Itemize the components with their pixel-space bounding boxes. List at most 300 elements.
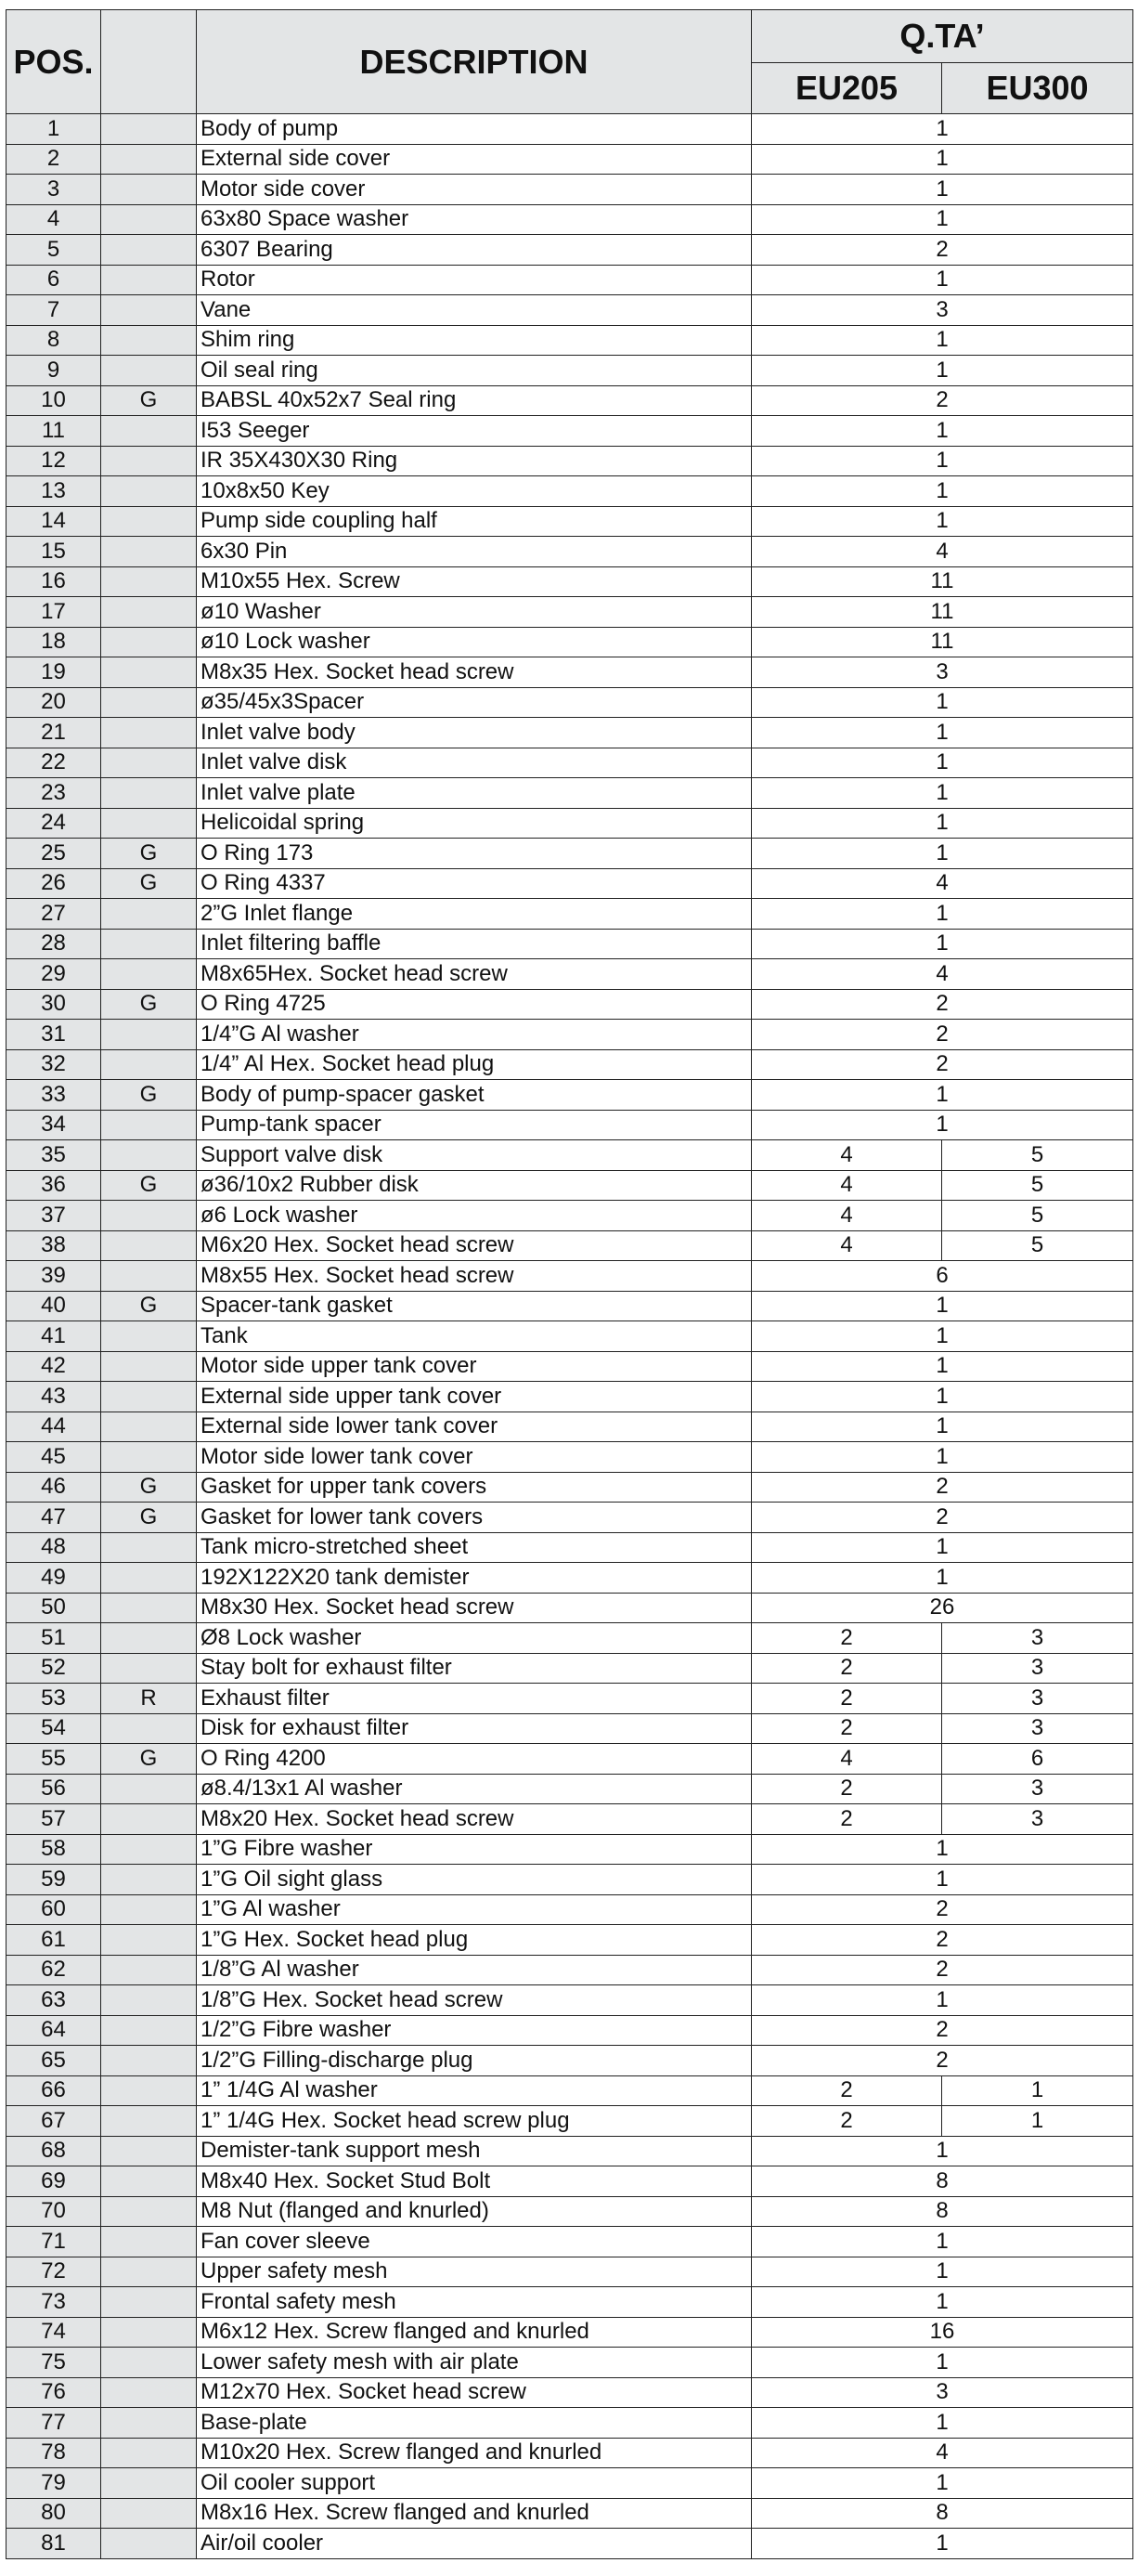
table-row — [6, 597, 1133, 628]
position-cell: 43 — [6, 1382, 101, 1412]
description-cell: Vane — [197, 295, 752, 326]
quantity-cell: 1 — [752, 1080, 1133, 1111]
table-row — [6, 2075, 1133, 2106]
description-cell: ø10 Lock washer — [197, 627, 752, 657]
position-cell: 80 — [6, 2498, 101, 2529]
position-cell: 42 — [6, 1351, 101, 1382]
description-cell: M8 Nut (flanged and knurled) — [197, 2196, 752, 2227]
code-cell: G — [101, 1080, 197, 1111]
table-row — [6, 899, 1133, 930]
description-cell: M8x40 Hex. Socket Stud Bolt — [197, 2166, 752, 2197]
quantity-eu300-cell: 3 — [942, 1713, 1133, 1744]
table-row — [6, 959, 1133, 990]
quantity-cell: 2 — [752, 235, 1133, 266]
description-cell: Support valve disk — [197, 1140, 752, 1171]
table-row — [6, 1804, 1133, 1835]
code-cell — [101, 1804, 197, 1835]
code-cell — [101, 2136, 197, 2166]
table-row — [6, 1865, 1133, 1895]
position-cell: 64 — [6, 2015, 101, 2046]
code-cell: G — [101, 1291, 197, 1321]
position-cell: 1 — [6, 114, 101, 145]
table-row — [6, 1985, 1133, 2016]
quantity-cell: 26 — [752, 1593, 1133, 1623]
quantity-cell: 2 — [752, 2046, 1133, 2076]
position-cell: 49 — [6, 1563, 101, 1594]
code-cell — [101, 356, 197, 386]
quantity-eu300-cell: 5 — [942, 1230, 1133, 1261]
table-row — [6, 1563, 1133, 1594]
description-cell: O Ring 4725 — [197, 989, 752, 1020]
table-row — [6, 1321, 1133, 1352]
description-cell: Base-plate — [197, 2408, 752, 2439]
position-cell: 73 — [6, 2287, 101, 2318]
quantity-eu300-cell: 1 — [942, 2075, 1133, 2106]
position-cell: 17 — [6, 597, 101, 628]
position-cell: 7 — [6, 295, 101, 326]
description-cell: M10x20 Hex. Screw flanged and knurled — [197, 2438, 752, 2468]
position-cell: 63 — [6, 1985, 101, 2016]
pos-header: POS. — [6, 10, 101, 114]
code-cell — [101, 959, 197, 990]
quantity-cell: 4 — [752, 537, 1133, 567]
quantity-cell: 1 — [752, 2227, 1133, 2257]
quantity-eu205-cell: 4 — [752, 1744, 942, 1775]
parts-list — [6, 9, 1133, 2559]
quantity-cell: 1 — [752, 175, 1133, 205]
table-row — [6, 2257, 1133, 2287]
code-cell — [101, 204, 197, 235]
code-cell — [101, 1321, 197, 1352]
code-cell: G — [101, 839, 197, 869]
position-cell: 77 — [6, 2408, 101, 2439]
position-cell: 40 — [6, 1291, 101, 1321]
position-cell: 3 — [6, 175, 101, 205]
table-row — [6, 1351, 1133, 1382]
table-row — [6, 778, 1133, 809]
quantity-cell: 1 — [752, 2408, 1133, 2439]
code-cell — [101, 144, 197, 175]
quantity-eu205-cell: 2 — [752, 2106, 942, 2137]
position-cell: 19 — [6, 657, 101, 688]
position-cell: 29 — [6, 959, 101, 990]
description-cell: Inlet filtering baffle — [197, 929, 752, 959]
description-cell: 1/8”G Al washer — [197, 1955, 752, 1985]
code-cell — [101, 2408, 197, 2439]
description-cell: M8x30 Hex. Socket head screw — [197, 1593, 752, 1623]
table-row — [6, 506, 1133, 537]
code-cell — [101, 566, 197, 597]
position-cell: 48 — [6, 1532, 101, 1563]
position-cell: 9 — [6, 356, 101, 386]
quantity-cell: 1 — [752, 1110, 1133, 1140]
quantity-cell: 2 — [752, 1925, 1133, 1956]
position-cell: 35 — [6, 1140, 101, 1171]
position-cell: 54 — [6, 1713, 101, 1744]
position-cell: 16 — [6, 566, 101, 597]
table-row — [6, 808, 1133, 839]
description-cell: Tank — [197, 1321, 752, 1352]
quantity-eu205-cell: 4 — [752, 1170, 942, 1201]
code-cell — [101, 2257, 197, 2287]
position-cell: 76 — [6, 2377, 101, 2408]
description-cell: M8x55 Hex. Socket head screw — [197, 1261, 752, 1292]
description-cell: Motor side cover — [197, 175, 752, 205]
description-cell: ø10 Washer — [197, 597, 752, 628]
table-row — [6, 1049, 1133, 1080]
code-cell: G — [101, 1503, 197, 1533]
quantity-cell: 4 — [752, 868, 1133, 899]
code-cell — [101, 1140, 197, 1171]
position-cell: 26 — [6, 868, 101, 899]
quantity-cell: 1 — [752, 265, 1133, 295]
description-cell: IR 35X430X30 Ring — [197, 446, 752, 476]
code-cell — [101, 1865, 197, 1895]
description-cell: O Ring 4200 — [197, 1744, 752, 1775]
quantity-cell: 1 — [752, 2529, 1133, 2559]
description-cell: 6x30 Pin — [197, 537, 752, 567]
position-cell: 22 — [6, 748, 101, 778]
code-cell — [101, 657, 197, 688]
description-cell: Rotor — [197, 265, 752, 295]
table-row — [6, 1955, 1133, 1985]
position-cell: 68 — [6, 2136, 101, 2166]
code-cell — [101, 2377, 197, 2408]
description-cell: Pump side coupling half — [197, 506, 752, 537]
description-cell: 2”G Inlet flange — [197, 899, 752, 930]
table-row — [6, 2317, 1133, 2348]
position-cell: 81 — [6, 2529, 101, 2559]
position-cell: 32 — [6, 1049, 101, 1080]
description-cell: Stay bolt for exhaust filter — [197, 1653, 752, 1684]
description-cell: Inlet valve disk — [197, 748, 752, 778]
position-cell: 65 — [6, 2046, 101, 2076]
position-cell: 15 — [6, 537, 101, 567]
code-cell — [101, 114, 197, 145]
quantity-cell: 1 — [752, 748, 1133, 778]
code-cell — [101, 1110, 197, 1140]
table-row — [6, 2196, 1133, 2227]
quantity-cell: 1 — [752, 114, 1133, 145]
table-row — [6, 868, 1133, 899]
description-cell: Air/oil cooler — [197, 2529, 752, 2559]
table-row — [6, 1925, 1133, 1956]
table-row — [6, 929, 1133, 959]
code-header — [101, 10, 197, 114]
position-cell: 78 — [6, 2438, 101, 2468]
table-row — [6, 2166, 1133, 2197]
description-cell: M8x20 Hex. Socket head screw — [197, 1804, 752, 1835]
position-cell: 2 — [6, 144, 101, 175]
table-row — [6, 989, 1133, 1020]
quantity-cell: 1 — [752, 356, 1133, 386]
description-header: DESCRIPTION — [197, 10, 752, 114]
code-cell — [101, 1774, 197, 1804]
description-cell: O Ring 173 — [197, 839, 752, 869]
code-cell: G — [101, 1472, 197, 1503]
code-cell — [101, 1985, 197, 2016]
position-cell: 6 — [6, 265, 101, 295]
code-cell — [101, 1532, 197, 1563]
description-cell: Fan cover sleeve — [197, 2227, 752, 2257]
description-cell: 1”G Hex. Socket head plug — [197, 1925, 752, 1956]
quantity-cell: 1 — [752, 2468, 1133, 2499]
code-cell — [101, 778, 197, 809]
table-row — [6, 1261, 1133, 1292]
position-cell: 8 — [6, 325, 101, 356]
position-cell: 52 — [6, 1653, 101, 1684]
table-row — [6, 2136, 1133, 2166]
quantity-cell: 1 — [752, 839, 1133, 869]
quantity-eu300-cell: 3 — [942, 1774, 1133, 1804]
position-cell: 59 — [6, 1865, 101, 1895]
table-row — [6, 627, 1133, 657]
description-cell: ø8.4/13x1 Al washer — [197, 1774, 752, 1804]
quantity-cell: 1 — [752, 687, 1133, 718]
code-cell — [101, 1261, 197, 1292]
table-row — [6, 2015, 1133, 2046]
table-row — [6, 2529, 1133, 2559]
table-row — [6, 657, 1133, 688]
quantity-cell: 11 — [752, 566, 1133, 597]
quantity-cell: 1 — [752, 718, 1133, 748]
description-cell: Pump-tank spacer — [197, 1110, 752, 1140]
table-row — [6, 537, 1133, 567]
quantity-cell: 2 — [752, 1472, 1133, 1503]
code-cell — [101, 1351, 197, 1382]
code-cell — [101, 687, 197, 718]
table-row — [6, 1532, 1133, 1563]
quantity-cell: 1 — [752, 2136, 1133, 2166]
quantity-cell: 1 — [752, 1412, 1133, 1442]
table-row — [6, 1080, 1133, 1111]
quantity-header: Q.TA’ — [752, 10, 1133, 63]
position-cell: 37 — [6, 1201, 101, 1231]
position-cell: 30 — [6, 989, 101, 1020]
code-cell — [101, 2227, 197, 2257]
description-cell: I53 Seeger — [197, 416, 752, 447]
quantity-cell: 1 — [752, 144, 1133, 175]
code-cell — [101, 1230, 197, 1261]
position-cell: 27 — [6, 899, 101, 930]
quantity-eu300-cell: 3 — [942, 1653, 1133, 1684]
position-cell: 23 — [6, 778, 101, 809]
description-cell: Disk for exhaust filter — [197, 1713, 752, 1744]
quantity-cell: 2 — [752, 2015, 1133, 2046]
quantity-cell: 1 — [752, 899, 1133, 930]
position-cell: 61 — [6, 1925, 101, 1956]
quantity-cell: 2 — [752, 1049, 1133, 1080]
code-cell — [101, 1834, 197, 1865]
code-cell — [101, 175, 197, 205]
quantity-eu205-cell: 2 — [752, 1804, 942, 1835]
position-cell: 72 — [6, 2257, 101, 2287]
position-cell: 55 — [6, 1744, 101, 1775]
code-cell: R — [101, 1684, 197, 1714]
position-cell: 25 — [6, 839, 101, 869]
table-row — [6, 687, 1133, 718]
description-cell: Oil cooler support — [197, 2468, 752, 2499]
code-cell — [101, 2529, 197, 2559]
position-cell: 66 — [6, 2075, 101, 2106]
position-cell: 31 — [6, 1020, 101, 1050]
code-cell — [101, 446, 197, 476]
quantity-cell: 2 — [752, 1503, 1133, 1533]
code-cell — [101, 2196, 197, 2227]
quantity-cell: 1 — [752, 1382, 1133, 1412]
table-row — [6, 1684, 1133, 1714]
code-cell — [101, 1955, 197, 1985]
table-row — [6, 1291, 1133, 1321]
code-cell — [101, 627, 197, 657]
position-cell: 53 — [6, 1684, 101, 1714]
code-cell — [101, 1894, 197, 1925]
code-cell — [101, 1201, 197, 1231]
quantity-eu300-cell: 6 — [942, 1744, 1133, 1775]
description-cell: 10x8x50 Key — [197, 476, 752, 507]
code-cell — [101, 2348, 197, 2378]
table-row — [6, 2498, 1133, 2529]
table-row — [6, 566, 1133, 597]
position-cell: 69 — [6, 2166, 101, 2197]
table-row — [6, 718, 1133, 748]
position-cell: 11 — [6, 416, 101, 447]
description-cell: M8x35 Hex. Socket head screw — [197, 657, 752, 688]
code-cell — [101, 416, 197, 447]
table-row — [6, 1412, 1133, 1442]
table-row — [6, 2046, 1133, 2076]
code-cell — [101, 899, 197, 930]
description-cell: M6x12 Hex. Screw flanged and knurled — [197, 2317, 752, 2348]
table-row — [6, 235, 1133, 266]
code-cell — [101, 1442, 197, 1473]
code-cell — [101, 506, 197, 537]
table-row — [6, 1744, 1133, 1775]
position-cell: 50 — [6, 1593, 101, 1623]
description-cell: 1”G Oil sight glass — [197, 1865, 752, 1895]
table-row — [6, 114, 1133, 145]
quantity-cell: 1 — [752, 2257, 1133, 2287]
description-cell: Body of pump — [197, 114, 752, 145]
code-cell: G — [101, 385, 197, 416]
position-cell: 20 — [6, 687, 101, 718]
quantity-cell: 1 — [752, 506, 1133, 537]
position-cell: 74 — [6, 2317, 101, 2348]
position-cell: 10 — [6, 385, 101, 416]
position-cell: 4 — [6, 204, 101, 235]
code-cell: G — [101, 868, 197, 899]
quantity-cell: 1 — [752, 1834, 1133, 1865]
code-cell — [101, 476, 197, 507]
quantity-eu205-cell: 4 — [752, 1201, 942, 1231]
table-row — [6, 2408, 1133, 2439]
position-cell: 60 — [6, 1894, 101, 1925]
code-cell — [101, 1925, 197, 1956]
description-cell: Demister-tank support mesh — [197, 2136, 752, 2166]
table-row — [6, 1894, 1133, 1925]
code-cell — [101, 537, 197, 567]
description-cell: Ø8 Lock washer — [197, 1623, 752, 1654]
position-cell: 36 — [6, 1170, 101, 1201]
position-cell: 70 — [6, 2196, 101, 2227]
table-row — [6, 1230, 1133, 1261]
table-row — [6, 2468, 1133, 2499]
quantity-eu205-cell: 2 — [752, 1623, 942, 1654]
table-row — [6, 1020, 1133, 1050]
description-cell: Motor side upper tank cover — [197, 1351, 752, 1382]
table-row — [6, 1382, 1133, 1412]
description-cell: Gasket for lower tank covers — [197, 1503, 752, 1533]
quantity-cell: 16 — [752, 2317, 1133, 2348]
table-row — [6, 265, 1133, 295]
quantity-eu300-cell: 5 — [942, 1170, 1133, 1201]
quantity-cell: 11 — [752, 597, 1133, 628]
quantity-cell: 2 — [752, 1955, 1133, 1985]
position-cell: 44 — [6, 1412, 101, 1442]
code-cell — [101, 748, 197, 778]
quantity-cell: 1 — [752, 1532, 1133, 1563]
code-cell — [101, 2046, 197, 2076]
table-row — [6, 416, 1133, 447]
quantity-cell: 1 — [752, 446, 1133, 476]
description-cell: Spacer-tank gasket — [197, 1291, 752, 1321]
description-cell: M10x55 Hex. Screw — [197, 566, 752, 597]
position-cell: 79 — [6, 2468, 101, 2499]
description-cell: ø36/10x2 Rubber disk — [197, 1170, 752, 1201]
description-cell: Helicoidal spring — [197, 808, 752, 839]
table-row — [6, 1442, 1133, 1473]
quantity-eu300-cell: 1 — [942, 2106, 1133, 2137]
table-row — [6, 1713, 1133, 1744]
table-row — [6, 1834, 1133, 1865]
position-cell: 39 — [6, 1261, 101, 1292]
position-cell: 21 — [6, 718, 101, 748]
description-cell: M8x16 Hex. Screw flanged and knurled — [197, 2498, 752, 2529]
code-cell — [101, 2498, 197, 2529]
position-cell: 5 — [6, 235, 101, 266]
table-row — [6, 175, 1133, 205]
code-cell — [101, 2468, 197, 2499]
description-cell: Frontal safety mesh — [197, 2287, 752, 2318]
quantity-eu300-cell: 5 — [942, 1201, 1133, 1231]
parts-table — [6, 9, 1133, 2559]
quantity-cell: 1 — [752, 325, 1133, 356]
table-row — [6, 1623, 1133, 1654]
table-row — [6, 295, 1133, 326]
table-row — [6, 476, 1133, 507]
quantity-cell: 1 — [752, 204, 1133, 235]
quantity-cell: 1 — [752, 2348, 1133, 2378]
description-cell: 1/4”G Al washer — [197, 1020, 752, 1050]
code-cell — [101, 2287, 197, 2318]
quantity-cell: 3 — [752, 657, 1133, 688]
table-row — [6, 1593, 1133, 1623]
description-cell: 192X122X20 tank demister — [197, 1563, 752, 1594]
quantity-eu205-cell: 4 — [752, 1230, 942, 1261]
table-row — [6, 356, 1133, 386]
position-cell: 33 — [6, 1080, 101, 1111]
table-row — [6, 446, 1133, 476]
code-cell — [101, 2106, 197, 2137]
position-cell: 18 — [6, 627, 101, 657]
position-cell: 62 — [6, 1955, 101, 1985]
code-cell — [101, 295, 197, 326]
code-cell: G — [101, 1170, 197, 1201]
position-cell: 12 — [6, 446, 101, 476]
code-cell: G — [101, 1744, 197, 1775]
quantity-cell: 6 — [752, 1261, 1133, 1292]
description-cell: 1/4” Al Hex. Socket head plug — [197, 1049, 752, 1080]
